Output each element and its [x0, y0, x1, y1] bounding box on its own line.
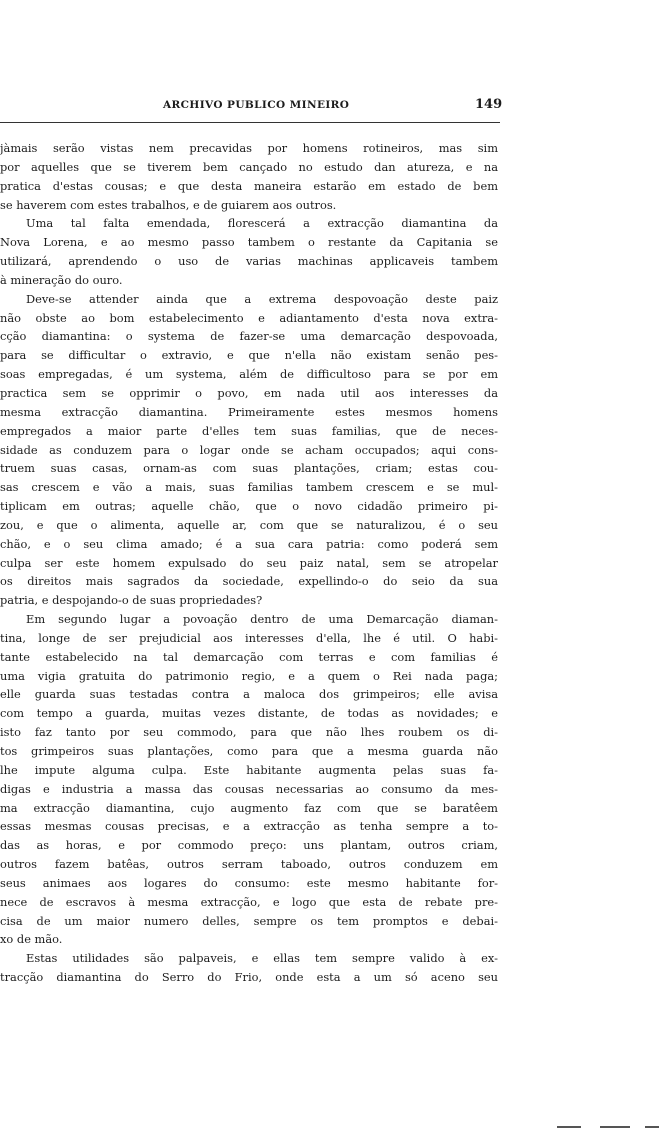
text-line: com tempo a guarda, muitas vezes distante, de todas as novidades; e [0, 706, 498, 721]
text-line: tracção diamantina do Serro do Frio, onde esta a um só aceno seu [0, 970, 498, 985]
text-line: ma extracção diamantina, cujo augmento faz com que se baratêem [0, 800, 498, 815]
text-line: outros fazem batêas, outros serram taboado, outros conduzem em [0, 857, 498, 872]
text-line: cção diamantina: o systema de fazer-se uma demarcação despovoada, [0, 329, 498, 344]
scan-artifact [557, 1126, 581, 1128]
text-line: jàmais serão vistas nem precavidas por homens rotineiros, mas sim [0, 141, 498, 155]
text-line: seus animaes aos logares do consumo: este mesmo habitante for- [0, 875, 498, 890]
text-line: utilizará, aprendendo o uso de varias machinas applicaveis tambem [0, 254, 498, 269]
running-title: ARCHIVO PUBLICO MINEIRO [163, 99, 350, 111]
text-line: chão, e o seu clima amado; é a sua cara patria: como poderá sem [0, 536, 498, 551]
text-line: se haverem com estes trabalhos, e de guiarem aos outros. [0, 197, 337, 212]
text-line: por aquelles que se tiverem bem cançado no estudo dan atureza, e na [0, 159, 498, 174]
header-rule [0, 122, 500, 123]
text-line: tiplicam em outras; aquelle chão, que o novo cidadão primeiro pi- [0, 499, 498, 514]
page-header [0, 97, 503, 119]
text-line: Em segundo lugar a povoação dentro de uma Demarcação diaman- [26, 612, 498, 627]
text-line: das as horas, e por commodo preço: uns plantam, outros criam, [0, 838, 498, 853]
text-line: pratica d'estas cousas; e que desta maneira estarão em estado de bem [0, 178, 498, 193]
text-line: lhe impute alguma culpa. Este habitante augmenta pelas suas fa- [0, 762, 498, 777]
paragraph [0, 214, 498, 289]
paragraph [0, 290, 498, 610]
text-line: xo de mão. [0, 932, 63, 947]
text-line: os direitos mais sagrados da sociedade, expellindo-o do seio da sua [0, 574, 498, 589]
text-line: cisa de um maior numero delles, sempre os tem promptos e debai- [0, 913, 498, 928]
scan-artifact [600, 1126, 630, 1128]
text-line: practica sem se opprimir o povo, em nada util aos interesses da [0, 385, 498, 400]
text-line: isto faz tanto por seu commodo, para que não lhes roubem os di- [0, 725, 498, 740]
paragraph [0, 610, 498, 949]
text-line: uma vigia gratuita do patrimonio regio, e a quem o Rei nada paga; [0, 668, 498, 683]
text-line: tina, longe de ser prejudicial aos interesses d'ella, lhe é util. O habi- [0, 630, 498, 645]
text-line: empregados a maior parte d'elles tem suas familias, que de neces- [0, 423, 498, 438]
text-line: Deve-se attender ainda que a extrema despovoação deste paiz [26, 291, 498, 306]
text-line: truem suas casas, ornam-as com suas plantações, criam; estas cou- [0, 461, 498, 476]
paragraph [0, 949, 498, 987]
text-line: não obste ao bom estabelecimento e adiantamento d'esta nova extra- [0, 310, 498, 325]
text-line: para se difficultar o extravio, e que n'ella não existam senão pes- [0, 348, 498, 363]
text-line: culpa ser este homem expulsado do seu paiz natal, sem se atropelar [0, 555, 498, 570]
page-number: 149 [475, 97, 503, 112]
body-text [0, 139, 498, 987]
text-line: nece de escravos à mesma extracção, e logo que esta de rebate pre- [0, 894, 498, 909]
text-line: Estas utilidades são palpaveis, e ellas tem sempre valido à ex- [26, 951, 498, 966]
text-line: tos grimpeiros suas plantações, como para que a mesma guarda não [0, 744, 498, 758]
text-line: elle guarda suas testadas contra a maloca dos grimpeiros; elle avisa [0, 687, 498, 702]
scan-artifact [645, 1126, 659, 1128]
text-line: patria, e despojando-o de suas propriedades? [0, 593, 263, 608]
text-line: tante estabelecido na tal demarcação com terras e com familias é [0, 649, 498, 664]
text-line: sas crescem e vão a mais, suas familias tambem crescem e se mul- [0, 480, 498, 495]
paragraph [0, 139, 498, 214]
text-line: mesma extracção diamantina. Primeiramente estes mesmos homens [0, 404, 498, 419]
text-line: sidade as conduzem para o logar onde se acham occupados; aqui cons- [0, 442, 498, 457]
text-line: essas mesmas cousas precisas, e a extracção as tenha sempre a to- [0, 819, 498, 834]
text-line: à mineração do ouro. [0, 272, 123, 287]
text-line: digas e industria a massa das cousas necessarias ao consumo da mes- [0, 781, 498, 796]
text-line: Uma tal falta emendada, florescerá a extracção diamantina da [26, 216, 498, 231]
text-line: Nova Lorena, e ao mesmo passo tambem o restante da Capitania se [0, 235, 498, 250]
text-line: zou, e que o alimenta, aquelle ar, com que se naturalizou, é o seu [0, 517, 498, 532]
text-line: soas empregadas, é um systema, além de difficultoso para se por em [0, 367, 498, 382]
